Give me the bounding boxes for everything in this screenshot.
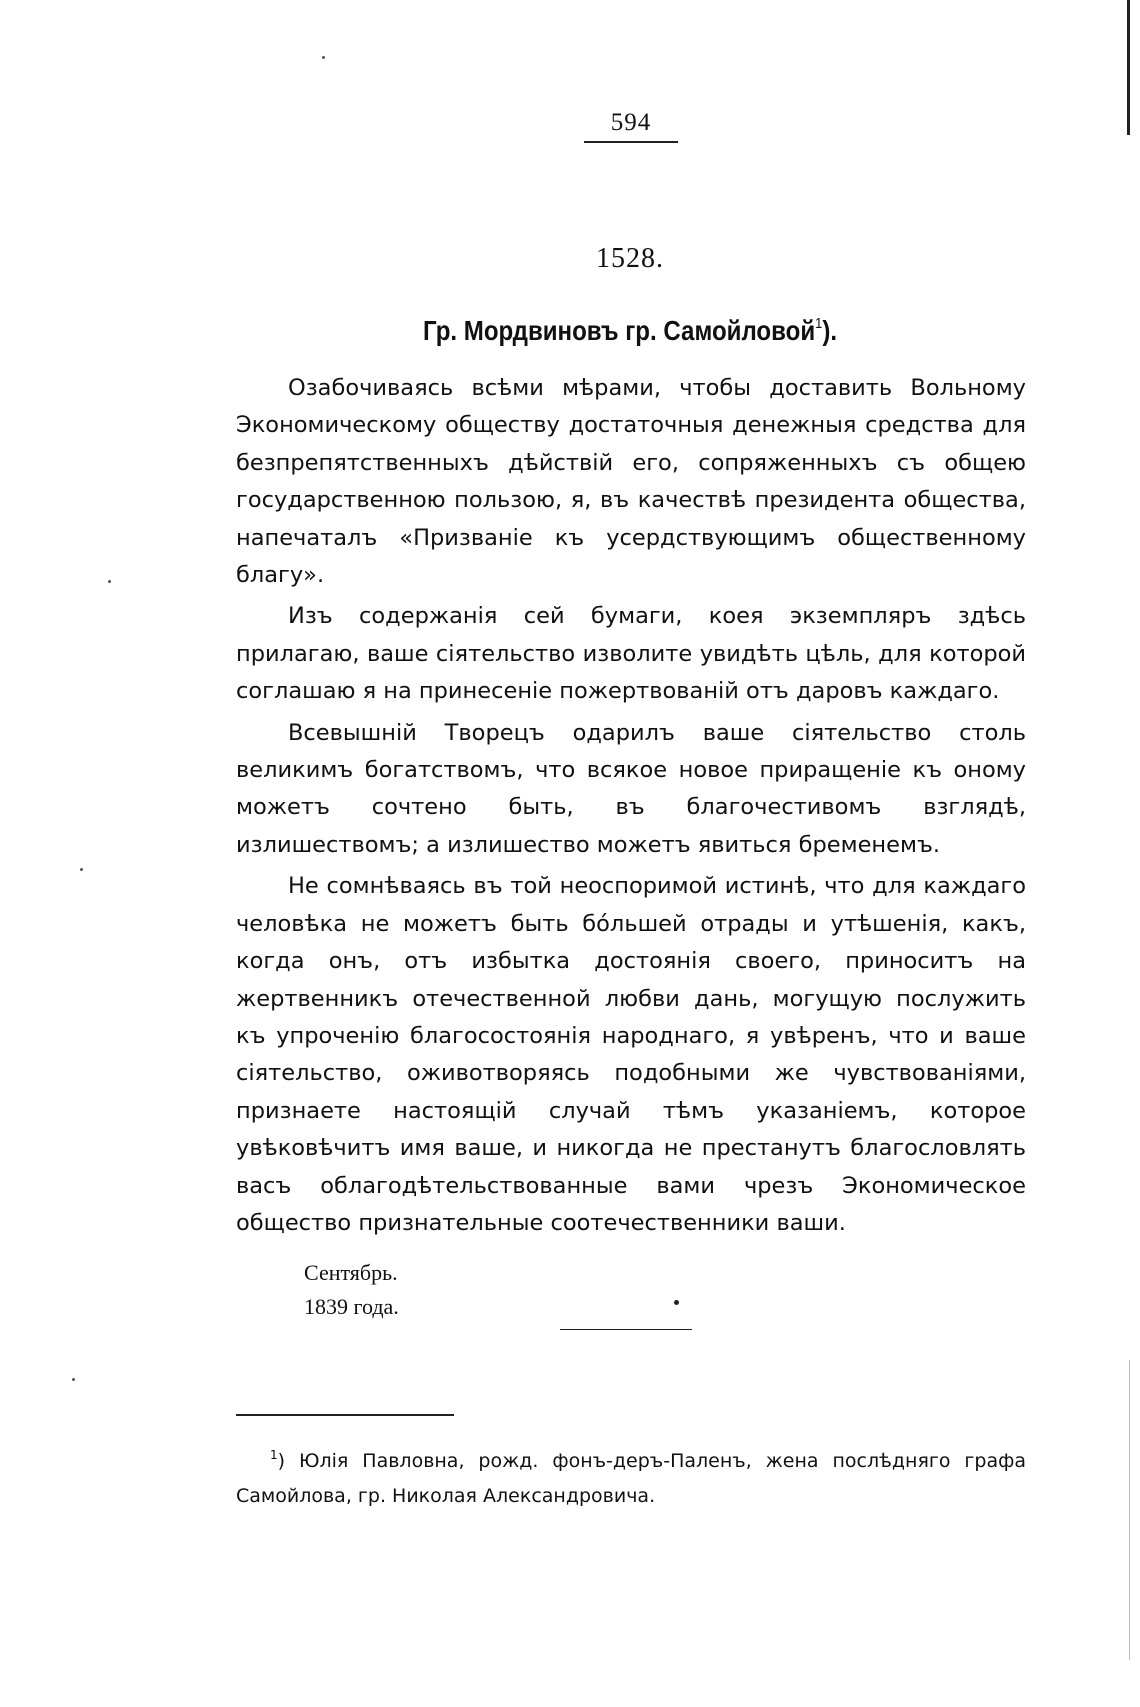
end-of-letter-rule — [560, 1329, 692, 1330]
footnote-mark: 1 — [270, 1448, 278, 1462]
footnote-text: ) Юлія Павловна, рожд. фонъ-деръ-Паленъ, жена послѣдняго графа Самойлова, гр. Николая Александровича. — [236, 1450, 1026, 1507]
letter-date — [304, 1256, 399, 1324]
paragraph-4: Не сомнѣваясь въ той неоспоримой истинѣ, что для каждаго человѣка не можетъ быть бóльшей отрады и утѣшенія, какъ, когда онъ, отъ избытка достоянія своего, приноситъ на жертвенникъ отечественной любви дань, могущую послужить къ упроченію благосостоянія народнаго, я увѣренъ, что и ваше сіятельство, оживотворяясь подобными же чувствованіями, признаете настоящій случай тѣмъ указаніемъ, которое увѣковѣчитъ имя ваше, и никогда не престанутъ благословлять васъ облагодѣтельствованные вами чрезъ Экономическое общество признательные соотечественники ваши. — [236, 873, 1026, 1236]
scan-speck — [80, 868, 83, 871]
footnote — [236, 1438, 1026, 1514]
scan-speck — [322, 56, 325, 59]
letter-number: 1528. — [596, 243, 664, 274]
letter-heading-text: Гр. Мордвиновъ гр. Самойловой — [422, 315, 816, 346]
page-edge-line-lower — [1129, 1360, 1130, 1660]
scan-speck — [108, 580, 111, 583]
page-number-rule — [584, 141, 678, 143]
page-edge-line — [1127, 0, 1130, 135]
letter-heading — [295, 306, 966, 349]
letter-body — [236, 370, 1026, 1242]
footnote-reference[interactable]: 1 — [815, 315, 823, 332]
scan-speck — [674, 1300, 679, 1305]
date-year: 1839 года. — [304, 1294, 399, 1319]
paragraph-2: Изъ содержанія сей бумаги, коея экземпляръ здѣсь прилагаю, ваше сіятельство изволите увидѣть цѣль, для которой соглашаю я на принесеніе пожертвованій отъ даровъ каждаго. — [236, 603, 1026, 705]
paragraph-3: Всевышній Творецъ одарилъ ваше сіятельство столь великимъ богатствомъ, что всякое новое приращеніе къ оному можетъ сочтено быть, въ благочестивомъ взглядѣ, излишествомъ; а излишество можетъ явиться бременемъ. — [236, 719, 1026, 858]
scan-speck — [72, 1378, 75, 1381]
paragraph-1: Озабочиваясь всѣми мѣрами, чтобы доставить Вольному Экономическому обществу достаточныя денежныя средства для безпрепятственныхъ дѣйствій его, сопряженныхъ съ общею государственною пользою, я, въ качествѣ президента общества, напечаталъ «Призваніе къ усердствующимъ общественному благу». — [236, 375, 1026, 589]
footnote-text-block — [236, 1438, 1026, 1514]
letter-heading-close: ). — [822, 315, 838, 346]
page-number: 594 — [610, 109, 652, 136]
date-month: Сентябрь. — [304, 1260, 398, 1285]
footnote-rule — [236, 1414, 454, 1416]
